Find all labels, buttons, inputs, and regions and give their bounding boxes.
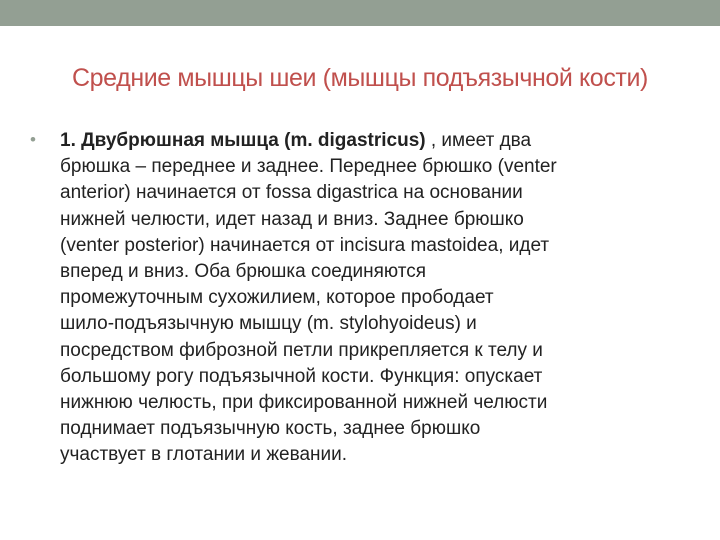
paragraph-line: брюшка – переднее и заднее. Переднее брюшко (venter [60,156,557,178]
paragraph-line: большому рогу подъязычной кости. Функция: опускает [60,365,543,387]
paragraph-line: (venter posterior) начинается от incisura mastoidea, идет [60,234,550,256]
bullet-marker: • [30,130,36,149]
slide-title: Средние мышцы шеи (мышцы подъязычной кости) [72,64,648,92]
paragraph-line: участвует в глотании и жевании. [60,444,348,466]
top-accent-bar [0,0,720,26]
first-line-rest: , имеет два [425,130,532,151]
paragraph-line: посредством фиброзной петли прикрепляется к телу и [60,339,543,361]
bullet-item [30,128,690,469]
paragraph-line: anterior) начинается от fossa digastrica на основании [60,182,523,204]
paragraph-line [60,128,690,154]
paragraph-line: промежуточным сухожилием, которое прободает [60,287,494,309]
paragraph-line: вперед и вниз. Оба брюшка соединяются [60,261,427,283]
paragraph-line: нижнюю челюсть, при фиксированной нижней челюсти [60,392,548,414]
paragraph-line: поднимает подъязычную кость, заднее брюшко [60,418,481,440]
bullet-paragraph [60,128,690,469]
bold-heading: 1. Двубрюшная мышца (m. digastricus) [60,130,426,151]
paragraph-line: нижней челюсти, идет назад и вниз. Заднее брюшко [60,208,524,230]
paragraph-line: шило-подъязычную мышцу (m. stylohyoideus) и [60,313,477,335]
